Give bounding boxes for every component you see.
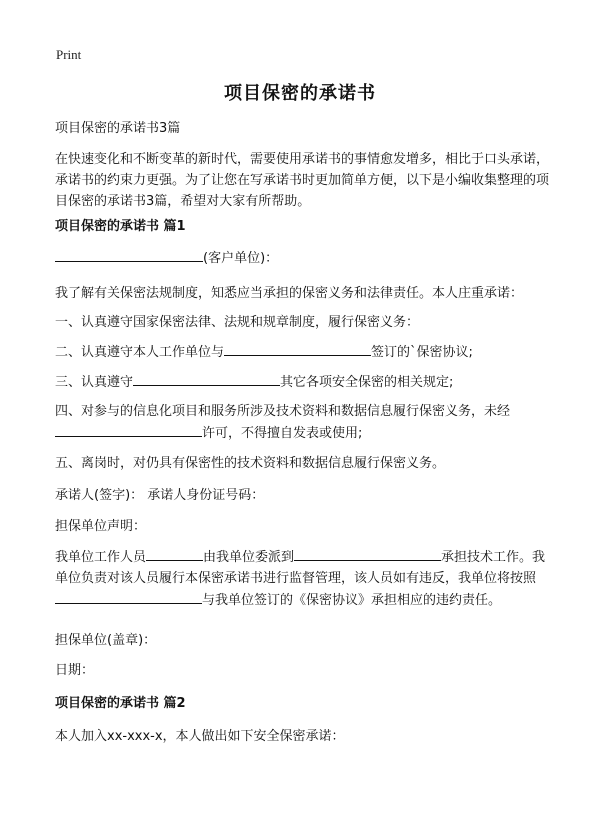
client-unit-label: (客户单位)： [203, 251, 279, 266]
guarantor-text-d: 与我单位签订的《保密协议》承担相应的违约责任。 [202, 593, 502, 608]
page-title: 项目保密的承诺书 [224, 83, 376, 104]
guarantor-seal: 担保单位(盖章)： [55, 633, 157, 648]
section1-heading: 项目保密的承诺书 篇1 [55, 219, 186, 234]
item-4-text-a: 四、对参与的信息化项目和服务所涉及技术资料和数据信息履行保密义务，未经 [55, 404, 511, 419]
item-3 [55, 371, 550, 393]
section2-heading: 项目保密的承诺书 篇2 [55, 696, 186, 711]
commitment-intro: 我了解有关保密法规制度，知悉应当承担的保密义务和法律责任。本人庄重承诺： [55, 286, 524, 301]
item-3-text-a: 三、认真遵守 [55, 375, 134, 390]
date-line: 日期： [55, 663, 95, 678]
guarantor-text-b: 由我单位委派到 [203, 550, 295, 565]
intro-paragraph: 在快速变化和不断变革的新时代，需要使用承诺书的事情愈发增多，相比于口头承诺，承诺书的约束力更强。为了让您在写承诺书时更加简单方便，以下是小编收集整理的项目保密的承诺书3篇，希望对大家有所帮助。 [55, 152, 550, 209]
client-unit-line [55, 247, 550, 269]
item-5: 五、离岗时，对仍具有保密性的技术资料和数据信息履行保密义务。 [55, 456, 446, 471]
blank-staff [146, 546, 203, 561]
guarantor-paragraph [55, 546, 550, 611]
blank-party [55, 589, 202, 604]
item-4-text-b: 许可，不得擅自发表或使用; [202, 426, 363, 441]
item-2-text-b: 签订的`保密协议; [371, 345, 473, 360]
blank-item-2 [224, 341, 371, 356]
blank-client-unit [55, 247, 203, 262]
guarantor-text-c: 承担技术工作。我单位负责对该人员履行本保密承诺书进行监督管理，该人员如有违反，我单位将按照 [55, 550, 546, 586]
print-link[interactable]: Print [56, 47, 82, 62]
section2-paragraph: 本人加入xx-xxx-x，本人做出如下安全保密承诺： [55, 729, 345, 744]
signer-line: 承诺人(签字)： 承诺人身份证号码： [55, 488, 265, 503]
intro-subtitle: 项目保密的承诺书3篇 [55, 121, 181, 136]
item-1: 一、认真遵守国家保密法律、法规和规章制度，履行保密义务： [55, 315, 420, 330]
item-3-text-b: 其它各项安全保密的相关规定; [280, 375, 454, 390]
blank-item-3 [133, 371, 280, 386]
blank-item-4 [55, 422, 202, 437]
guarantor-text-a: 我单位工作人员 [55, 550, 147, 565]
item-2-text-a: 二、认真遵守本人工作单位与 [55, 345, 225, 360]
guarantor-statement-label: 担保单位声明： [55, 519, 147, 534]
item-4 [55, 401, 550, 444]
item-2 [55, 341, 550, 363]
blank-project [294, 546, 441, 561]
